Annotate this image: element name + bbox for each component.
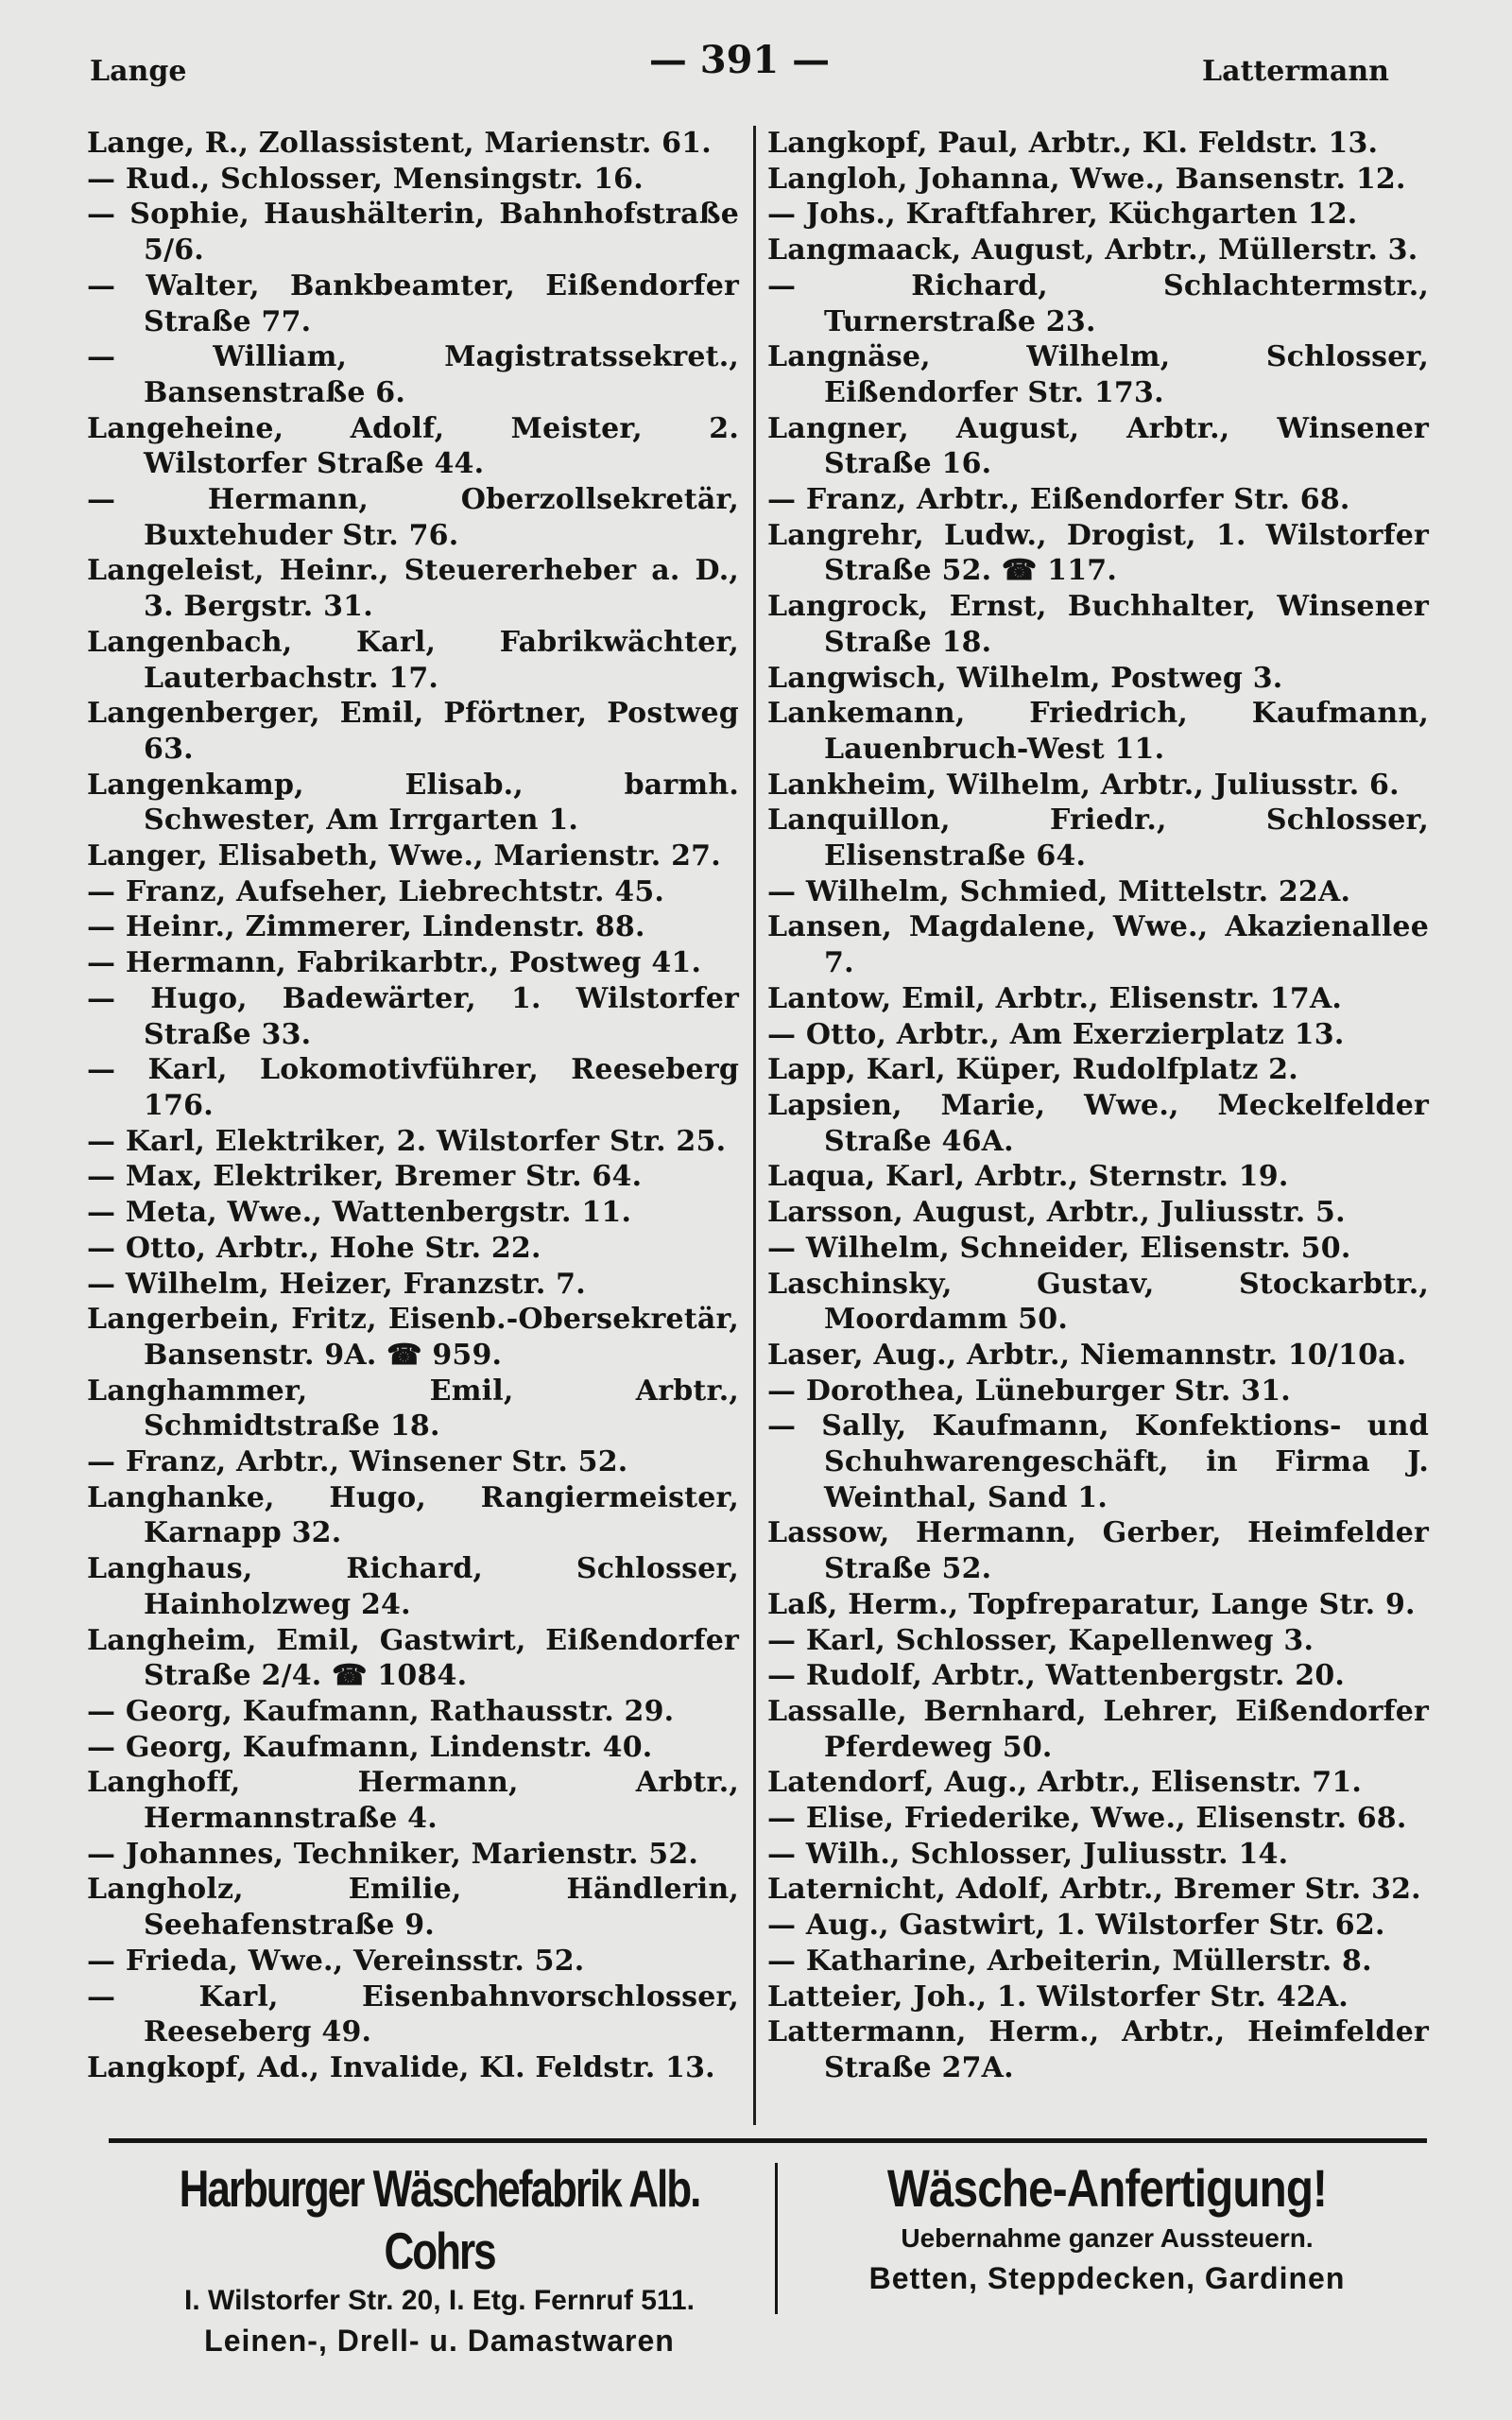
- directory-entry: — Elise, Friederike, Wwe., Elisenstr. 68.: [767, 1802, 1407, 1836]
- directory-entry: Langhoff, Hermann, Arbtr., Hermannstraße 4.: [87, 1766, 739, 1836]
- left-column: [87, 126, 739, 2120]
- directory-entry: — Wilhelm, Heizer, Franzstr. 7.: [87, 1267, 586, 1301]
- directory-entry: Laß, Herm., Topfreparatur, Lange Str. 9.: [767, 1587, 1416, 1621]
- directory-entry: — Hermann, Oberzollsekretär, Buxtehuder Str. 76.: [87, 483, 739, 552]
- directory-entry: Lansen, Magdalene, Wwe., Akazienallee 7.: [767, 910, 1429, 980]
- directory-entry: Langmaack, August, Arbtr., Müllerstr. 3.: [767, 233, 1418, 268]
- ad-right-products: Betten, Steppdecken, Gardinen: [868, 2261, 1346, 2295]
- directory-entry: Langnäse, Wilhelm, Schlosser, Eißendorfer Str. 173.: [767, 340, 1429, 409]
- directory-entry: — Georg, Kaufmann, Rathausstr. 29.: [87, 1694, 675, 1728]
- directory-entry: Lankemann, Friedrich, Kaufmann, Lauenbruch-West 11.: [767, 697, 1429, 766]
- directory-entry: Langner, August, Arbtr., Winsener Straße 16.: [767, 411, 1429, 481]
- directory-entry: — Franz, Arbtr., Eißendorfer Str. 68.: [767, 483, 1350, 517]
- directory-entry: Langenkamp, Elisab., barmh. Schwester, Am Irrgarten 1.: [87, 768, 739, 838]
- directory-entry: Latendorf, Aug., Arbtr., Elisenstr. 71.: [767, 1766, 1363, 1800]
- ad-left-headline: Harburger Wäschefabrik Alb. Cohrs: [179, 2159, 700, 2280]
- running-header: [90, 38, 1389, 95]
- directory-entry: Langkopf, Paul, Arbtr., Kl. Feldstr. 13.: [767, 127, 1379, 160]
- directory-entry: Langkopf, Ad., Invalide, Kl. Feldstr. 13.: [87, 2050, 715, 2084]
- ad-right-headline: Wäsche-Anfertigung!: [886, 2158, 1328, 2218]
- directory-entry: Langeheine, Adolf, Meister, 2. Wilstorfer Straße 44.: [87, 411, 739, 481]
- directory-entry: Lange, R., Zollassistent, Marienstr. 61.: [87, 127, 712, 160]
- directory-entry: — Hermann, Fabrikarbtr., Postweg 41.: [87, 946, 702, 980]
- header-right-keyword: Lattermann: [1202, 55, 1389, 88]
- directory-entry: — Dorothea, Lüneburger Str. 31.: [767, 1374, 1291, 1408]
- advertisement-waesche: [787, 2157, 1427, 2325]
- directory-entry: Langhammer, Emil, Arbtr., Schmidtstraße 18.: [87, 1374, 739, 1443]
- page-number: — 391 —: [648, 38, 831, 82]
- directory-entry: Langrehr, Ludw., Drogist, 1. Wilstorfer Straße 52. ☎ 117.: [767, 518, 1429, 588]
- directory-entry: — Richard, Schlachtermstr., Turnerstraße 23.: [767, 268, 1429, 338]
- directory-entry: — Karl, Schlosser, Kapellenweg 3.: [767, 1623, 1314, 1657]
- directory-entry: Langrock, Ernst, Buchhalter, Winsener Straße 18.: [767, 590, 1429, 659]
- directory-entry: Langenberger, Emil, Pförtner, Postweg 63.: [87, 697, 739, 766]
- directory-entry: — Otto, Arbtr., Am Exerzierplatz 13.: [767, 1017, 1345, 1051]
- ad-right-service: Uebernahme ganzer Aussteuern.: [901, 2223, 1314, 2253]
- directory-entry: Langhanke, Hugo, Rangiermeister, Karnapp 32.: [87, 1480, 739, 1550]
- directory-entry: — Karl, Eisenbahnvorschlosser, Reeseberg 49.: [87, 1979, 739, 2049]
- directory-entry: — Franz, Aufseher, Liebrechtstr. 45.: [87, 874, 665, 908]
- directory-entry: — Karl, Lokomotivführer, Reeseberg 176.: [87, 1053, 739, 1122]
- advertisement-rule: [109, 2138, 1427, 2143]
- directory-entry: — Meta, Wwe., Wattenbergstr. 11.: [87, 1196, 632, 1230]
- directory-entry: — Walter, Bankbeamter, Eißendorfer Straße 77.: [87, 268, 739, 338]
- header-left-keyword: Lange: [90, 55, 187, 88]
- directory-entry: Langer, Elisabeth, Wwe., Marienstr. 27.: [87, 839, 721, 873]
- directory-entry: Langheim, Emil, Gastwirt, Eißendorfer Straße 2/4. ☎ 1084.: [87, 1623, 739, 1693]
- directory-entry: Langloh, Johanna, Wwe., Bansenstr. 12.: [767, 162, 1406, 196]
- directory-entry: Laschinsky, Gustav, Stockarbtr., Moordamm 50.: [767, 1267, 1429, 1337]
- right-column: [767, 126, 1429, 2120]
- advertisement-divider: [775, 2163, 778, 2314]
- ad-left-address: I. Wilstorfer Str. 20, I. Etg. Fernruf 511.: [184, 2285, 695, 2316]
- directory-entry: — Franz, Arbtr., Winsener Str. 52.: [87, 1445, 628, 1479]
- column-divider: [753, 126, 756, 2125]
- directory-entry: Latteier, Joh., 1. Wilstorfer Str. 42A.: [767, 1979, 1349, 2014]
- directory-entry: Lattermann, Herm., Arbtr., Heimfelder Straße 27A.: [767, 2015, 1429, 2084]
- directory-entry: Laternicht, Adolf, Arbtr., Bremer Str. 32.: [767, 1873, 1421, 1907]
- advertisement-block: [109, 2157, 1427, 2358]
- directory-entry: — Heinr., Zimmerer, Lindenstr. 88.: [87, 910, 645, 944]
- directory-entry: — Wilh., Schlosser, Juliusstr. 14.: [767, 1837, 1289, 1871]
- directory-columns: [87, 126, 1429, 2130]
- directory-entry: Langholz, Emilie, Händlerin, Seehafenstraße 9.: [87, 1873, 739, 1943]
- advertisement-cohrs: [109, 2157, 770, 2358]
- directory-entry: — Max, Elektriker, Bremer Str. 64.: [87, 1160, 643, 1194]
- directory-entry: Lanquillon, Friedr., Schlosser, Elisenstraße 64.: [767, 804, 1429, 873]
- directory-entry: — Aug., Gastwirt, 1. Wilstorfer Str. 62.: [767, 1909, 1385, 1943]
- directory-entry: — Katharine, Arbeiterin, Müllerstr. 8.: [767, 1944, 1372, 1978]
- directory-entry: Langeleist, Heinr., Steuererheber a. D., 3. Bergstr. 31.: [87, 554, 739, 624]
- directory-entry: — Johannes, Techniker, Marienstr. 52.: [87, 1837, 699, 1871]
- directory-entry: — William, Magistratssekret., Bansenstraße 6.: [87, 340, 739, 409]
- directory-entry: Lankheim, Wilhelm, Arbtr., Juliusstr. 6.: [767, 768, 1400, 802]
- directory-entry: Langenbach, Karl, Fabrikwächter, Lauterbachstr. 17.: [87, 625, 739, 695]
- directory-entry: — Wilhelm, Schmied, Mittelstr. 22A.: [767, 874, 1351, 908]
- directory-entry: Lapsien, Marie, Wwe., Meckelfelder Straße 46A.: [767, 1088, 1429, 1158]
- directory-entry: — Johs., Kraftfahrer, Küchgarten 12.: [767, 198, 1358, 232]
- directory-entry: — Otto, Arbtr., Hohe Str. 22.: [87, 1231, 541, 1265]
- directory-entry: — Wilhelm, Schneider, Elisenstr. 50.: [767, 1231, 1351, 1265]
- directory-entry: Larsson, August, Arbtr., Juliusstr. 5.: [767, 1196, 1346, 1230]
- directory-entry: — Frieda, Wwe., Vereinsstr. 52.: [87, 1944, 585, 1978]
- directory-entry: — Sally, Kaufmann, Konfektions- und Schuhwarengeschäft, in Firma J. Weinthal, Sand 1.: [767, 1409, 1429, 1514]
- directory-entry: — Hugo, Badewärter, 1. Wilstorfer Straße 33.: [87, 981, 739, 1051]
- directory-entry: — Karl, Elektriker, 2. Wilstorfer Str. 25.: [87, 1124, 727, 1158]
- directory-entry: Laqua, Karl, Arbtr., Sternstr. 19.: [767, 1160, 1289, 1194]
- directory-entry: Lapp, Karl, Küper, Rudolfplatz 2.: [767, 1053, 1298, 1087]
- directory-entry: — Rudolf, Arbtr., Wattenbergstr. 20.: [767, 1659, 1346, 1693]
- directory-entry: Lantow, Emil, Arbtr., Elisenstr. 17A.: [767, 981, 1343, 1015]
- directory-entry: Langerbein, Fritz, Eisenb.-Obersekretär, Bansenstr. 9A. ☎ 959.: [87, 1303, 739, 1372]
- directory-entry: — Sophie, Haushälterin, Bahnhofstraße 5/6.: [87, 198, 739, 268]
- directory-entry: Laser, Aug., Arbtr., Niemannstr. 10/10a.: [767, 1338, 1407, 1372]
- directory-entry: — Georg, Kaufmann, Lindenstr. 40.: [87, 1730, 653, 1764]
- directory-entry: Lassow, Hermann, Gerber, Heimfelder Straße 52.: [767, 1516, 1429, 1586]
- ad-left-products: Leinen-, Drell- u. Damastwaren: [204, 2324, 675, 2358]
- directory-entry: — Rud., Schlosser, Mensingstr. 16.: [87, 162, 644, 196]
- directory-entry: Langwisch, Wilhelm, Postweg 3.: [767, 661, 1283, 695]
- directory-entry: Lassalle, Bernhard, Lehrer, Eißendorfer Pferdeweg 50.: [767, 1694, 1429, 1764]
- directory-entry: Langhaus, Richard, Schlosser, Hainholzweg 24.: [87, 1552, 739, 1621]
